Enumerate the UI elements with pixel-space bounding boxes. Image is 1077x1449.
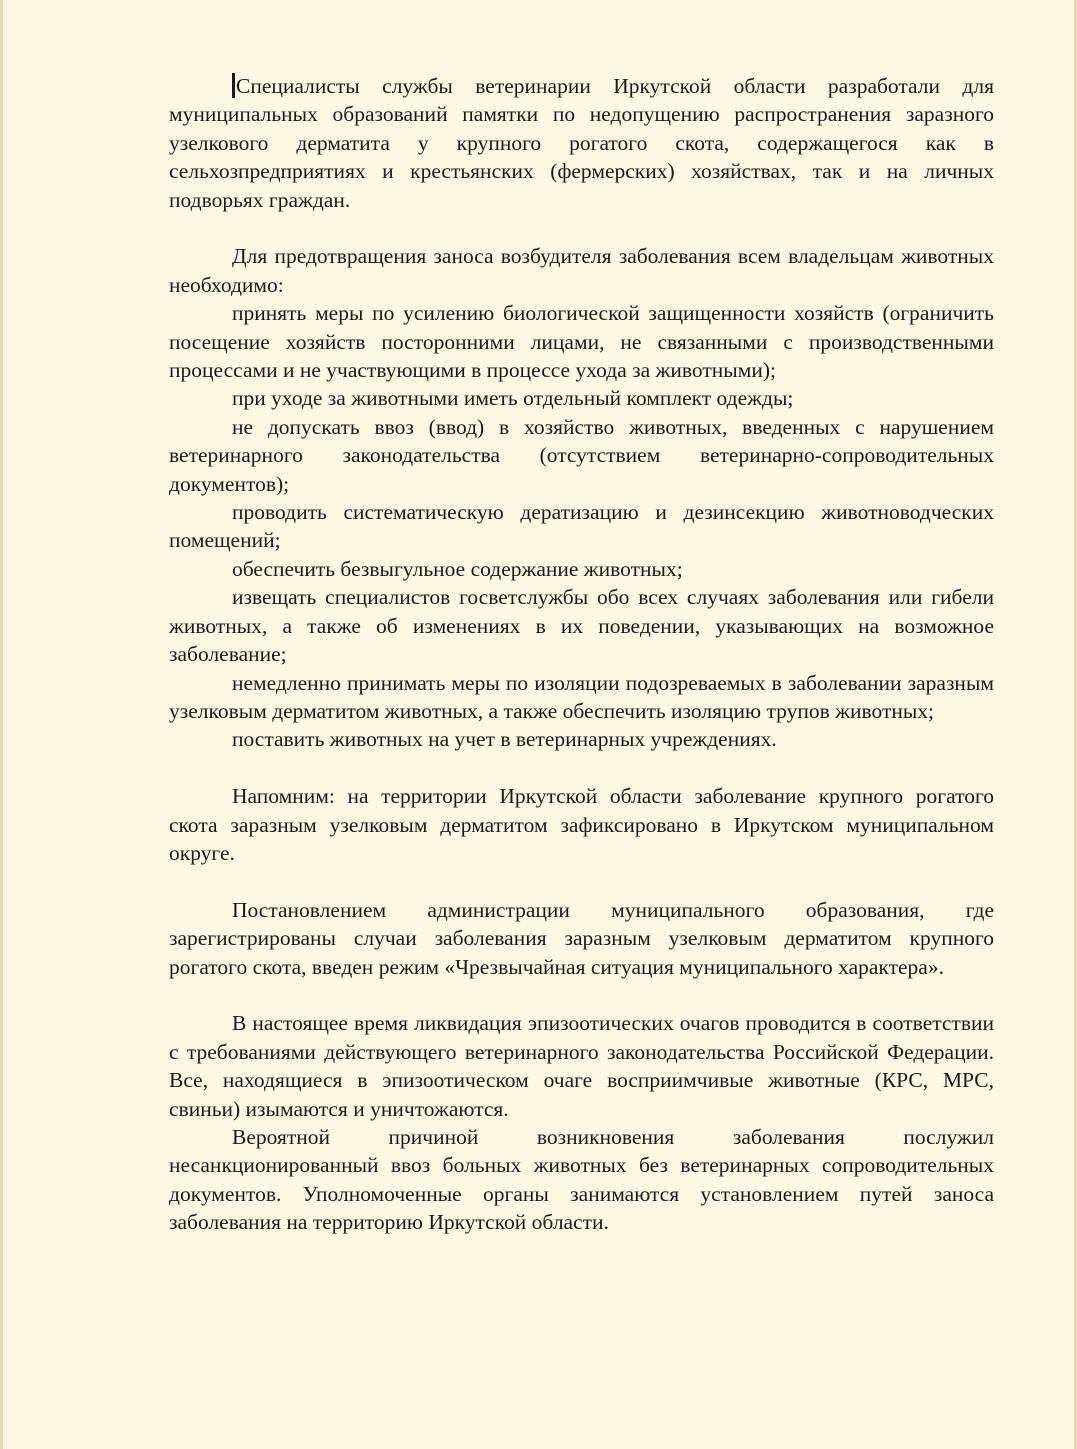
measure-item: поставить животных на учет в ветеринарных учреждениях. [232,727,777,752]
paragraph-reminder: Напомним: на территории Иркутской области заболевание крупного рогатого скота заразным узелковым дерматитом зафиксировано в Иркутском муниципальном округе. [169,784,994,865]
paragraph-gap [169,754,994,782]
paragraph-intro: Специалисты службы ветеринарии Иркутской области разработали для муниципальных образований памятки по недопущению распространения заразного узелкового дерматита у крупного рогатого скота, содержащегося как в сельхозпредприятиях и крестьянских (фермерских) хозяйствах, так и на личных подворьях граждан. [169,74,994,212]
paragraph-liquidation: В настоящее время ликвидация эпизоотических очагов проводится в соответствии с требованиями действующего ветеринарного законодательства Российской Федерации. Все, находящиеся в эпизоотическом очаге восприимчивые животные (КРС, МРС, свиньи) изымаются и уничтожаются. [169,1011,994,1121]
paragraph-measures-heading: Для предотвращения заноса возбудителя заболевания всем владельцам животных необходимо: [169,244,994,297]
measure-item: при уходе за животными иметь отдельный комплект одежды; [232,386,794,411]
measure-item: проводить систематическую дератизацию и дезинсекцию животноводческих помещений; [169,500,994,553]
measure-item: не допускать ввоз (ввод) в хозяйство животных, введенных с нарушением ветеринарного законодательства (отсутствием ветеринарно-сопроводительных документов); [169,414,994,496]
text-cursor [232,73,235,98]
paragraph-gap [169,867,994,895]
paragraph-resolution: Постановлением администрации муниципального образования, где зарегистрированы случаи заболевания заразным узелковым дерматитом крупного рогатого скота, введен режим «Чрезвычайная ситуация муниципального характера». [169,897,994,979]
paragraph-gap [169,981,994,1009]
document-body[interactable] [169,72,994,1237]
measure-item: извещать специалистов госветслужбы обо всех случаях заболевания или гибели животных, а также об изменениях в их поведении, указывающих на возможное заболевание; [169,585,994,667]
measure-item: принять меры по усилению биологической защищенности хозяйств (ограничить посещение хозяйств посторонними лицами, не связанными с производственными процессами и не участвующими в процессе ухода за животными); [169,301,994,383]
paragraph-gap [169,214,994,242]
measure-item: обеспечить безвыгульное содержание животных; [232,556,683,581]
paragraph-cause: Вероятной причиной возникновения заболевания послужил несанкционированный ввоз больных животных без ветеринарных сопроводительных документов. Уполномоченные органы занимаются установлением путей заноса заболевания на территорию Иркутской области. [169,1124,994,1235]
measure-item: немедленно принимать меры по изоляции подозреваемых в заболевании заразным узелковым дерматитом животных, а также обеспечить изоляцию трупов животных; [169,670,994,723]
